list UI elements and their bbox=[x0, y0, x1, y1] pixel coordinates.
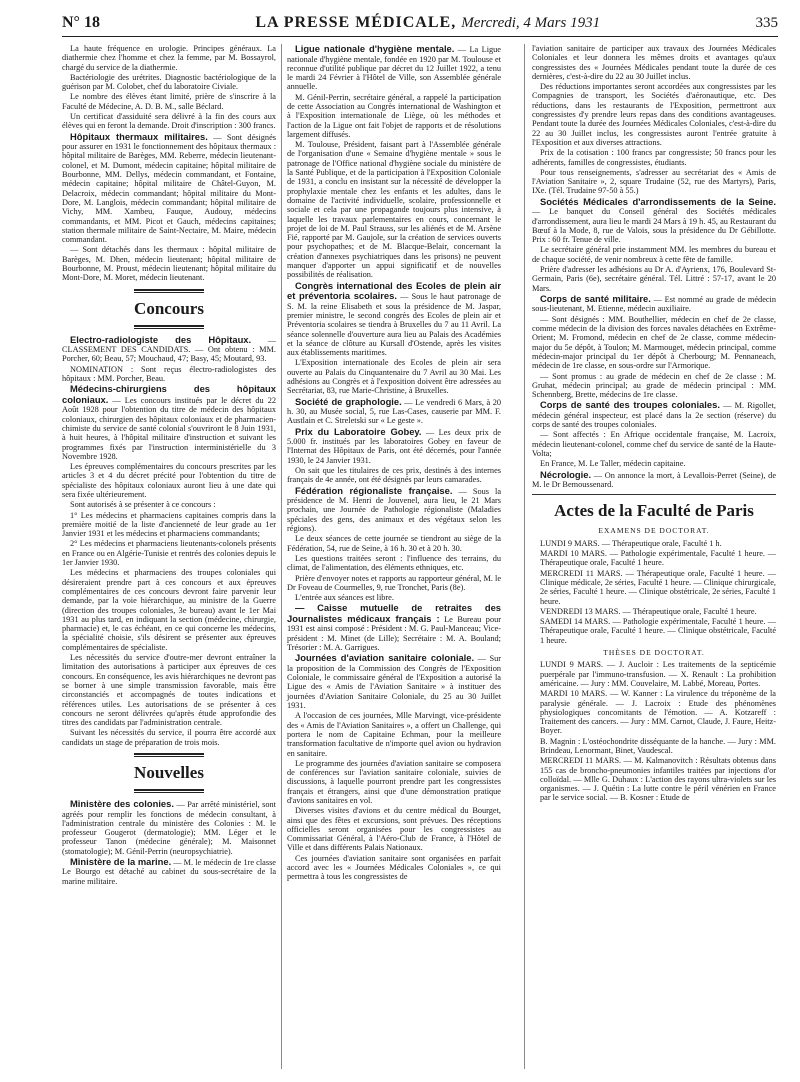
divider bbox=[134, 789, 204, 793]
paragraph: l'aviation sanitaire de participer aux travaux des Journées Médicales Coloniales et leur donnera les mêmes droits et avantages qu'aux congressistes des « Journées Médicales pendant toute la durée de ces dernières, c'est-à-dire du 22 au 30 Juillet inclus. bbox=[532, 44, 776, 81]
list-item: MARDI 10 MARS. — Pathologie expérimentale, Faculté 1 heure. — Thérapeutique orale, Faculté 1 heure. bbox=[540, 549, 776, 568]
paragraph: Sont autorisés à se présenter à ce concours : bbox=[70, 500, 216, 510]
paragraph: Des réductions importantes seront accordées aux congressistes par les Compagnies de transport, les Sociétés d'aéronautique, etc. Des réductions, dans les restaurants de l'Exposition, permettront aux congressistes d'y prendre leurs repas dans des conditions avantageuses. Pendant toute la durée des Journées Médicales Coloniales, c'est-à-dire du 22 au 30 Juillet inclus, les congressistes auront l'entrée gratuite à l'Exposition et aux diverses attractions. bbox=[532, 82, 776, 147]
paragraph: — Sont désignés : MM. Bouthellier, médecin en chef de 2e classe, comme médecin de la division des forces navales détachées en Extrême-Orient; M. Fromond, médecin en chef de 2e classe, comme médecin-major du 5e dépôt, à Toulon; M. Marmouget, médecin principal, comme médecin-major principal du 1er dépôt à Cherbourg; M. Pennaneach, médecin de 1re classe, en sous-ordre sur l'Armorique. bbox=[532, 314, 776, 371]
paragraph: — On annonce la mort, à Levallois-Perret (Seine), de M. le Dr Bemoussenard. bbox=[532, 470, 776, 490]
paragraph: Les médecins et pharmaciens des troupes coloniales qui désireraient prendre part à ces concours et aux épreuves complémentaires de ces concours devront faire parvenir leur demande, par la voie hiérarchique, au ministre de la Guerre (direction des troupes coloniales, 3e bureau) avant le 1er Mai 1931 au plus tard, en indiquant la section (médecine, chirurgie, pharmacie) et, le cas échéant, en ce qui concerne les médecins, la spécialité choisie, s'ils désirent se présenter aux épreuves complémentaires de spécialiste. bbox=[62, 568, 276, 652]
paragraph: — Sur la proposition de la Commission des Congrès de l'Exposition Coloniale, le commissaire général de l'Exposition a autorisé la Ligue des « Amis de l'Aviation Sanitaire » à instituer des journées d'Aviation Sanitaire Coloniale, du 25 au 30 Juillet 1931. bbox=[287, 654, 502, 711]
list-item: B. Magnin : L'ostéochondrite disséquante de la hanche. — Jury : MM. Brindeau, Lenormant, Binet, Vaudescal. bbox=[540, 736, 776, 755]
paragraph: Diverses visites d'avions et du centre médical du Bourget, ainsi que des fêtes et excursions, sont prévues. Des réceptions officielles seront organisées pour les congressistes au Commissariat Général, à l'Aéro-Club de France, à l'Hôtel de Ville et dans différents Palais Nationaux. bbox=[287, 806, 501, 853]
paragraph: — Sont affectés : En Afrique occidentale française, M. Lacroix, médecin lieutenant-colonel, comme chef du service de santé de la Haute-Volta; bbox=[532, 430, 776, 459]
journal-title bbox=[255, 14, 600, 32]
column-1 bbox=[62, 44, 276, 887]
journal-name: LA PRESSE MÉDICALE, bbox=[255, 14, 457, 31]
paragraph: Ces journées d'aviation sanitaire sont organisées en parfait accord avec les « Journées Médicales Coloniales », ce qui permettra à tous les congressistes de bbox=[287, 853, 501, 882]
paragraph: Suivant les nécessités du service, il pourra être accordé aux candidats un stage de préparation de trois mois. bbox=[62, 728, 276, 747]
subheading: — Caisse mutuelle de retraites des Journalistes médicaux français : bbox=[287, 602, 501, 624]
subheading: Ligue nationale d'hygiène mentale. bbox=[295, 43, 455, 54]
paragraph: — Le vendredi 6 Mars, à 20 h. 30, au Musée social, 5, rue Las-Cases, causerie par MM. F. Austlain et C. Streletski sur « Le geste ». bbox=[287, 397, 501, 426]
paragraph: — Sont détachés dans les thermaux : hôpital militaire de Barèges, M. Dhen, médecin lieutenant; hôpital militaire de Bourbonne, M. Proust, médecin lieutenant; hôpital militaire du Mont-Dore, M. Moret, médecin lieutenant. bbox=[62, 245, 276, 283]
paragraph: M. Toulouse, Président, faisant part à l'Assemblée générale de l'organisation d'une « Semaine d'hygiène mentale » sous le patronage de l'Office national d'hygiène sociale du ministère de la Santé Publique, et de la participation à l'Exposition Coloniale de 1931, a conclu en insistant sur la nécessité de développer la prophylaxie mentale chez les enfants et les adultes, dans le domaine de l'activité individuelle, scolaire, professionnelle et sociale et cela par une propagande toujours plus intensive, à laquelle les travaux parlementaires en cours, concernant le projet de loi de M. Paul Strauss, sur les aliénés et de M. Arsène Fié, rapporté par M. Gaujole, sur la création de services ouverts pour psychopathes; et de M. Blacque-Belair, concernant la création d'annexes psychiatriques dans les prisons) ne peuvent manquer d'apporter un appui significatif et de nouvelles possibilités de réalisation. bbox=[287, 140, 501, 280]
theses-list bbox=[532, 660, 776, 802]
subheading: Ministère de la marine. bbox=[70, 855, 172, 867]
page-header bbox=[62, 14, 778, 37]
paragraph: — Est nommé au grade de médecin sous-lieutenant, M. Etienne, médecin auxiliaire. bbox=[532, 294, 777, 314]
subheading: Corps de santé des troupes coloniales. bbox=[540, 399, 720, 411]
subheading: Journées d'aviation sanitaire coloniale. bbox=[295, 652, 475, 664]
subheading: Corps de santé militaire. bbox=[540, 292, 651, 304]
subheading: Prix du Laboratoire Gobey. bbox=[295, 425, 422, 437]
theses-title: THÈSES DE DOCTORAT. bbox=[603, 648, 705, 658]
list-item: LUNDI 9 MARS. — J. Aucloir : Les traitements de la septicémie puerpérale par l'immuno-transfusion. — X. Renault : La prohibition américaine. — Jury : MM. Couvelaire, M. Labbé, Moreau, Portes. bbox=[540, 660, 776, 688]
paragraph: La haute fréquence en urologie. Principes généraux. La diathermie chez l'homme et chez la femme, par M. Bossayrol, chargé du service de la diathermie. bbox=[62, 44, 276, 72]
column-2 bbox=[287, 44, 501, 883]
column-3 bbox=[532, 44, 776, 804]
paragraph: 2° Les médecins et pharmaciens lieutenants-colonels présents en France ou en Algérie-Tunisie et rentrés des colonies depuis le 1er Janvier 1930. bbox=[62, 539, 276, 568]
issue-date: Mercredi, 4 Mars 1931 bbox=[461, 15, 601, 31]
subheading: Electro-radiologiste des Hôpitaux. bbox=[70, 333, 252, 345]
paragraph: — Le banquet du Conseil général des Sociétés médicales d'arrondissement, aura lieu le mardi 24 Mars à 19 h. 45, au Restaurant du Bœuf à la Mode, 8, rue de Valois, sous la présidence du Dr Gébillotte. Prix : 60 fr. Tenue de ville. bbox=[532, 207, 776, 245]
column-rule bbox=[281, 44, 282, 1069]
list-item: LUNDI 9 MARS. — Thérapeutique orale, Faculté 1 h. bbox=[540, 538, 722, 548]
subheading: Médecins-chirurgiens des hôpitaux coloniaux. bbox=[62, 383, 276, 405]
paragraph: L'entrée aux séances est libre. bbox=[295, 593, 394, 603]
paragraph: En France, M. Le Taller, médecin capitaine. bbox=[540, 459, 686, 469]
paragraph: Prière d'envoyer notes et rapports au rapporteur général, M. le Dr Foveau de Courmelles, 9, rue Tronchet, Paris (8e). bbox=[287, 573, 501, 592]
paragraph: — La Ligue nationale d'hygiène mentale, fondée en 1920 par M. Toulouse et reconnue d'utilité publique par décret du 12 Juillet 1922, a tenu le mardi 24 Février à l'Hôtel de Ville, son Assemblée générale annuelle. bbox=[287, 45, 501, 92]
subheading: Hôpitaux thermaux militaires. bbox=[70, 130, 208, 142]
section-title-concours: Concours bbox=[134, 298, 204, 318]
paragraph: — Sont promus : au grade de médecin en chef de 2e classe : M. Gruhat, médecin principal; au grade de médecin principal : MM. Schennberg, Brette, médecins de 1re classe. bbox=[532, 371, 776, 400]
paragraph: 1° Les médecins et pharmaciens capitaines compris dans la première moitié de la liste d'ancienneté de leur grade au 1er Janvier 1931 et les médecins et pharmaciens commandants; bbox=[62, 510, 276, 539]
paragraph: — M. le médecin de 1re classe Le Bourgo est détaché au cabinet du sous-secrétaire de la marine militaire. bbox=[62, 857, 276, 886]
paragraph: L'Exposition internationale des Ecoles de plein air sera ouverte au Palais du Cinquantenaire du 7 Avril au 30 Mai. Les adhésions au Congrès et à l'exposition doivent être adressées au Secrétariat, 83, rue Marie-Christine, à Bruxelles. bbox=[287, 358, 501, 396]
paragraph: — CLASSEMENT DES CANDIDATS. — Ont obtenu : MM. Porcher, 60; Beau, 57; Mouchaud, 47; Basy, 45; Moutard, 93. bbox=[62, 335, 276, 364]
section-title-nouvelles: Nouvelles bbox=[134, 763, 204, 782]
divider bbox=[134, 325, 204, 329]
divider bbox=[134, 753, 204, 757]
paragraph: — M. Rigollet, médecin général inspecteur, est placé dans la 2e section (réserve) du corps de santé des troupes coloniales. bbox=[532, 401, 776, 430]
column-rule bbox=[524, 44, 525, 1069]
paragraph: — Sous la présidence de M. Henri de Jouvenel, aura lieu, le 21 Mars prochain, une Journée de Pathologie régionaliste (Maladies spéciales des gens, des animaux et des végétaux selon les régions). bbox=[287, 486, 502, 534]
subheading: Congrès international des Ecoles de plein air et préventoria scolaires. bbox=[287, 279, 501, 302]
paragraph: — Sont désignés pour assurer en 1931 le fonctionnement des hôpitaux thermaux : hôpital militaire de Barèges, MM. Reberre, médecin lieutenant-colonel, et M. Dumont, médecin capitaine; hôpital militaire de Bourbonne, MM. Dellys, médecin commandant, et Fontaine, médecin capitaine; hôpital militaire de Châtel-Guyon, M. Delacroix, médecin commandant; hôpital militaire du Mont-Dore, M. Langlois, médecin commandant; hôpital militaire de Vichy, MM. Xambeu, Fauque, Audouy, médecins commandants, et MM. Picot et Gauch, médecins capitaines; station thermale militaire de Saint-Nectaire, M. Maire, médecin commandant. bbox=[62, 132, 276, 245]
subheading: Fédération régionaliste française. bbox=[295, 484, 453, 496]
list-item: VENDREDI 13 MARS. — Thérapeutique orale, Faculté 1 heure. bbox=[540, 606, 757, 616]
paragraph: Le nombre des élèves étant limité, prière de s'inscrire à la Faculté de Médecine, A. D. B. M., salle Béclard. bbox=[62, 92, 276, 111]
divider bbox=[134, 289, 204, 293]
paragraph: Le secrétaire général prie instamment MM. les membres du bureau et de chaque société, de venir nombreux à cette fête de famille. bbox=[532, 245, 776, 264]
section-title-actes: Actes de la Faculté de Paris bbox=[554, 501, 754, 521]
paragraph: Pour tous renseignements, s'adresser au secrétariat des « Amis de l'Aviation Sanitaire », 2, square Trudaine (52, rue des Martyrs), Paris, IXe. (Tél. Trudaine 97-50 à 55.) bbox=[532, 167, 776, 196]
subheading: Sociétés Médicales d'arrondissements de la Seine. bbox=[540, 195, 776, 207]
exam-list bbox=[532, 539, 776, 645]
list-item: SAMEDI 14 MARS. — Pathologie expérimentale, Faculté 1 heure. — Thérapeutique orale, Faculté 1 heure. — Clinique obstétricale, Faculté 1 heure. bbox=[540, 617, 776, 645]
paragraph: Un certificat d'assiduité sera délivré à la fin des cours aux élèves qui en feront la demande. Droit d'inscription : 300 francs. bbox=[62, 112, 276, 131]
list-item: MERCREDI 11 MARS. — Thérapeutique orale, Faculté 1 heure. — Clinique médicale, 2e séries, Faculté 1 heure. — Clinique chirurgicale, 2e séries, Faculté 1 heure. — Clinique obstétricale, 2e séries, Faculté 1 heure. bbox=[540, 568, 776, 606]
list-item: MARDI 10 MARS. — W. Kanner : La virulence du tréponème de la paralysie générale. — J. Lacroix : Etude des phénomènes physiologiques concomitants de l'émotion. — A. Kotzareff : Traitement des cancers. — Jury : MM. Carnot, Claude, J. Faure, Heitz-Boyer. bbox=[540, 689, 776, 736]
paragraph: — Par arrêté ministériel, sont agréés pour remplir les fonctions de médecin consultant, à l'administration centrale du ministère des Colonies : M. le professeur Gougerot (dermatologie); MM. Léger et le professeur Tanon (médecine générale); M. Maisonnet (stomatologie); M. Génil-Perrin (neuropsychiatrie). bbox=[62, 800, 276, 856]
paragraph: Le Bureau pour 1931 est ainsi composé : Président : M. G. Paul-Manceau; Vice-président : M. Minet (de Lille); Secrétaire : M. A. Bouland; Trésorier : M. A. Garrigues. bbox=[287, 614, 501, 653]
subheading: Société de graphologie. bbox=[295, 395, 402, 407]
paragraph: Bactériologie des urétrites. Diagnostic bactériologique de la guérison par M. Colobet, chef du laboratoire Civiale. bbox=[62, 72, 276, 92]
subheading: Nécrologie. bbox=[540, 468, 592, 480]
list-item: MERCREDI 11 MARS. — M. Kalmanovitch : Résultats obtenus dans 155 cas de broncho-pneumonies infantiles traitées par injections d'or colloïdal. — Mlle G. Duhaux : L'action des rayons ultra-violets sur les organismes. — J. Quétin : La lutte contre le péril vénérien en France par le service social. — B. Kosner : Etude de bbox=[540, 756, 776, 803]
paragraph: Prière d'adresser les adhésions au Dr A. d'Ayrienx, 176, Boulevard St-Germain, Paris (6e), secrétaire général. Tél. Littré : 57-17, avant le 20 Mars. bbox=[532, 265, 776, 293]
subheading: Ministère des colonies. bbox=[70, 798, 174, 809]
paragraph: Les épreuves complémentaires du concours prescrites par les articles 3 et 4 du décret précité pour l'obtention du titre de spécialiste des hôpitaux coloniaux auront lieu à une date qui sera fixée ultérieurement. bbox=[62, 462, 276, 499]
paragraph: Prix de la cotisation : 100 francs par congressiste; 50 francs pour les adhérents, familles de congressistes, étudiants. bbox=[532, 148, 776, 167]
paragraph: NOMINATION : Sont reçus électro-radiologistes des hôpitaux : MM. Porcher, Beau. bbox=[62, 364, 276, 384]
page-number: 335 bbox=[755, 15, 778, 31]
paragraph: — Les concours institués par le décret du 22 Août 1928 pour l'obtention du titre de médecin des hôpitaux coloniaux, chirurgien des hôpitaux coloniaux et de pharmacien-chimiste du service de santé colonial s'ouvriront le 8 Juin 1931, à huit heures, à l'hôpital militaire d'instruction et suivant les programmes fixés par l'instruction interministérielle du 3 Novembre 1928. bbox=[62, 395, 277, 461]
paragraph: — Les deux prix de 5.000 fr. institués par les laboratoires Gobey en faveur de l'Internat des Hôpitaux de Paris, ont été décernés, pour l'année 1930, le 24 Janvier 1931. bbox=[287, 427, 501, 465]
paragraph: — Sous le haut patronage de S. M. la reine Elisabeth et sous la présidence de M. Jaspar, premier ministre, le second congrès des Ecoles de plein air et Préventoria scolaires se tiendra à Bruxelles du 7 au 11 Avril. La séance solennelle d'ouverture aura lieu au Palais des Académies et la séance de clôture au Kursall d'Ostende, après les visites aux établissements maritimes. bbox=[287, 292, 501, 358]
exam-title: EXAMENS DE DOCTORAT. bbox=[598, 526, 710, 536]
paragraph: Les nécessités du service d'outre-mer devront entraîner la limitation des autorisations à participer aux épreuves de ces concours. En conséquence, les avis hiérarchiques ne devront pas se borner à une simple transmission favorable, mais être circonstanciés et accompagnés de toutes indications et références utiles. Les autorisations de se présenter à ces concours ne seront délivrées qu'après étude approfondie des titres des candidats par l'administration centrale. bbox=[62, 653, 276, 728]
paragraph: Le programme des journées d'aviation sanitaire se composera de conférences sur l'aviation sanitaire coloniale, suivies de discussions, à laquelle pourront prendre part les congressistes français et étrangers, ainsi que d'une démonstration pratique d'avions sanitaires en vol. bbox=[287, 758, 501, 805]
divider bbox=[532, 494, 776, 495]
issue-number: N° 18 bbox=[62, 14, 100, 31]
paragraph: A l'occasion de ces journées, Mlle Marvingt, vice-présidente des « Amis de l'Aviation Sanitaires », a offert un Challenge, qui portera le nom de Capitaine Echman, pour la meilleure transformation facultative de n'importe quel avion ou hydravion en sanitaire. bbox=[287, 711, 501, 758]
paragraph: On sait que les titulaires de ces prix, destinés à des internes français de 4e année, ont été désignés par leurs camarades. bbox=[287, 466, 501, 485]
paragraph: Les questions traitées seront : l'influence des terrains, du climat, de l'alimentation, des éléments ethniques, etc. bbox=[287, 553, 501, 573]
paragraph: M. Génil-Perrin, secrétaire général, a rappelé la participation de cette Association au Congrès international de Washington et à l'Exposition internationale de Liège, où les méthodes et l'action de la Ligue ont fait l'objet de rapports et de résolutions largement diffusés. bbox=[287, 92, 501, 139]
paragraph: Le deux séances de cette journée se tiendront au siège de la Fédération, 54, rue de Seine, à 16 h. 30 et à 20 h. 30. bbox=[287, 534, 501, 553]
